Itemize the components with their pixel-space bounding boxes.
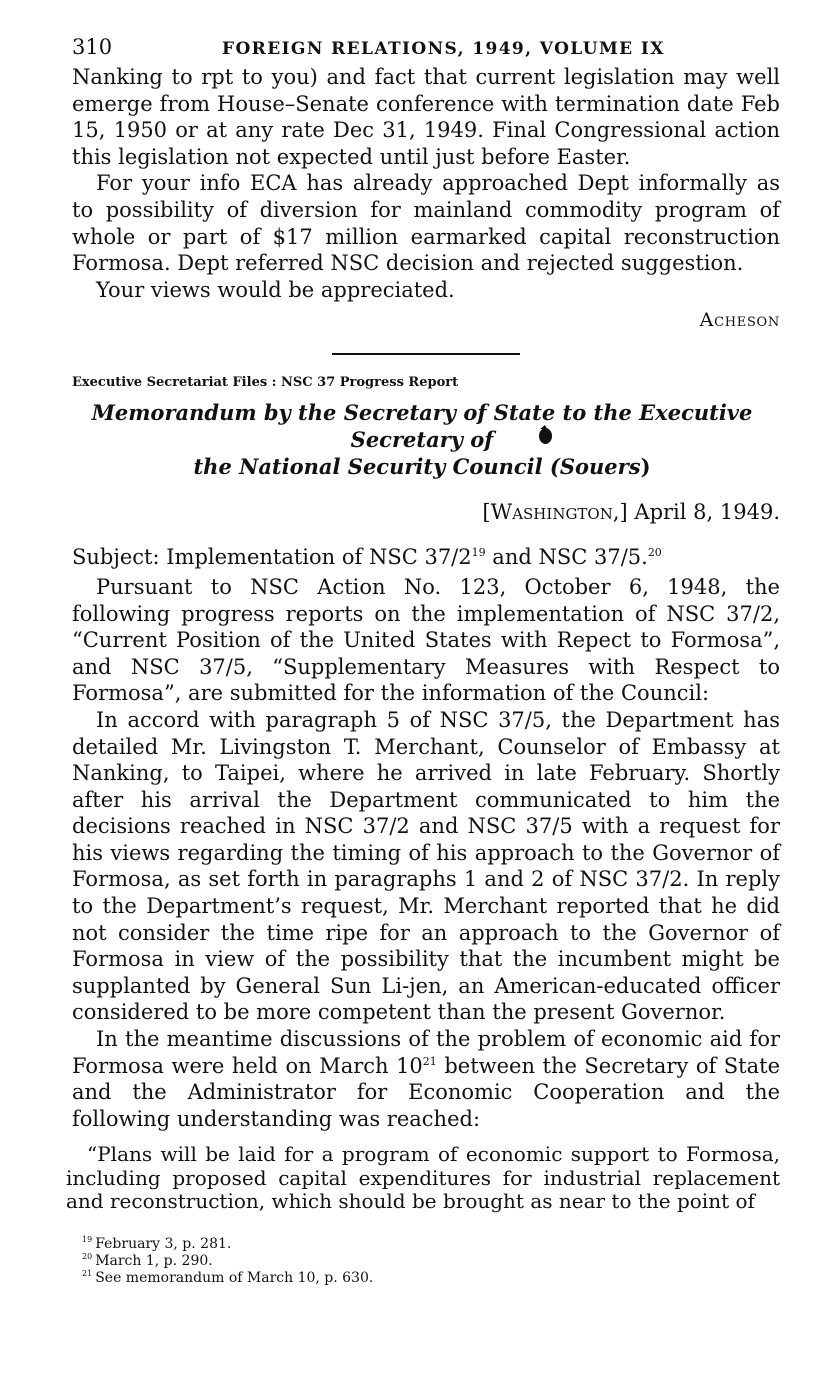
footnote-text: February 3, p. 281. [95,1235,232,1252]
running-head [72,30,780,64]
memo-title [72,399,772,480]
body-paragraph: For your info ECA has already approached Dept informally as to possibility of diversion for mainland commodity program of whole or part of $17 million earmarked capital reconstruction Formosa. Dept referred NSC decision and rejected suggestion. [72,171,780,276]
footnote [82,1270,780,1287]
subject-text: Subject: Implementation of NSC 37/2 [72,545,472,570]
memo-title-line-2-prefix: the National Security Council ( [193,454,560,480]
subject-text-continued: and NSC 37/5. [485,545,648,570]
memo-title-recipient: Souers [559,454,641,480]
memo-title-line-1: Memorandum by the Secretary of State to the Executive Secretary of [91,400,753,453]
memo-paragraph-1: Pursuant to NSC Action No. 123, October 6, 1948, the following progress reports on the implementation of NSC 37/2, “Current Position of the United States with Repect to Formosa”, and NSC 37/5, “Supplementary Measures with Respect to Formosa”, are submitted for the information of the Council: [72,574,780,706]
memo-paragraph-2: In accord with paragraph 5 of NSC 37/5, the Department has detailed Mr. Livingston T. Merchant, Counselor of Embassy at Nanking, to Taipei, where he arrived in late February. Shortly after his arrival the Department communicated to him the decisions reached in NSC 37/2 and NSC 37/5 with a request for his views regarding the timing of his approach to the Governor of Formosa, as set forth in paragraphs 1 and 2 of NSC 37/2. In reply to the Department’s request, Mr. Merchant reported that he did not consider the time ripe for an approach to the Governor of Formosa in view of the possibility that the incumbent might be supplanted by General Sun Li-jen, an American-educated officer considered to be more competent than the present Governor. [72,707,780,1025]
quoted-understanding: “Plans will be laid for a program of economic support to Formosa, including proposed capital expenditures for industrial replacement and reconstruction, which should be brought as near to the point of [66,1142,780,1214]
footnote-reference: 21 [422,1054,437,1068]
subject-line [72,544,780,571]
memo-title-line-2-suffix: ) [640,454,651,480]
archive-source: Executive Secretariat Files : NSC 37 Progress Report [72,375,459,391]
body-paragraph: Your views would be appreciated. [96,277,455,302]
continuation-paragraph: Nanking to rpt to you) and fact that current legislation may well emerge from House–Senate conference with termination date Feb 15, 1950 or at any rate Dec 31, 1949. Final Congressional action this legislation not expected until just before Easter. [72,65,780,169]
memo-paragraph-3-continued: between the Secretary of State and the Administrator for Economic Cooperation and the following understanding was reached: [72,1053,780,1131]
footnote-number: 19 [82,1235,93,1245]
footnote [82,1236,780,1253]
footnote-text: See memorandum of March 10, p. 630. [95,1269,374,1286]
footnote-reference: 20 [647,546,662,560]
journal-title: FOREIGN RELATIONS, 1949, VOLUME IX [222,39,665,59]
preceding-document [72,64,780,335]
page-number: 310 [72,35,113,59]
memorandum [66,369,780,1214]
memo-paragraph-3 [72,1026,780,1132]
footnote-text: March 1, p. 290. [95,1252,213,1269]
date-place: [Washington,] [482,500,628,525]
footnotes [72,1236,780,1287]
signature: Acheson [699,309,780,332]
document-page [66,30,780,1287]
footnote-reference: 19 [471,546,486,560]
date: April 8, 1949. [634,500,780,525]
footnote-number: 21 [82,1269,93,1279]
memo-paragraph-3-text: In the meantime discussions of the problem of economic aid for Formosa were held on March 10 [72,1027,780,1078]
section-divider [332,353,520,355]
footnote-number: 20 [82,1252,93,1262]
footnote [82,1253,780,1270]
dateline [72,498,780,526]
